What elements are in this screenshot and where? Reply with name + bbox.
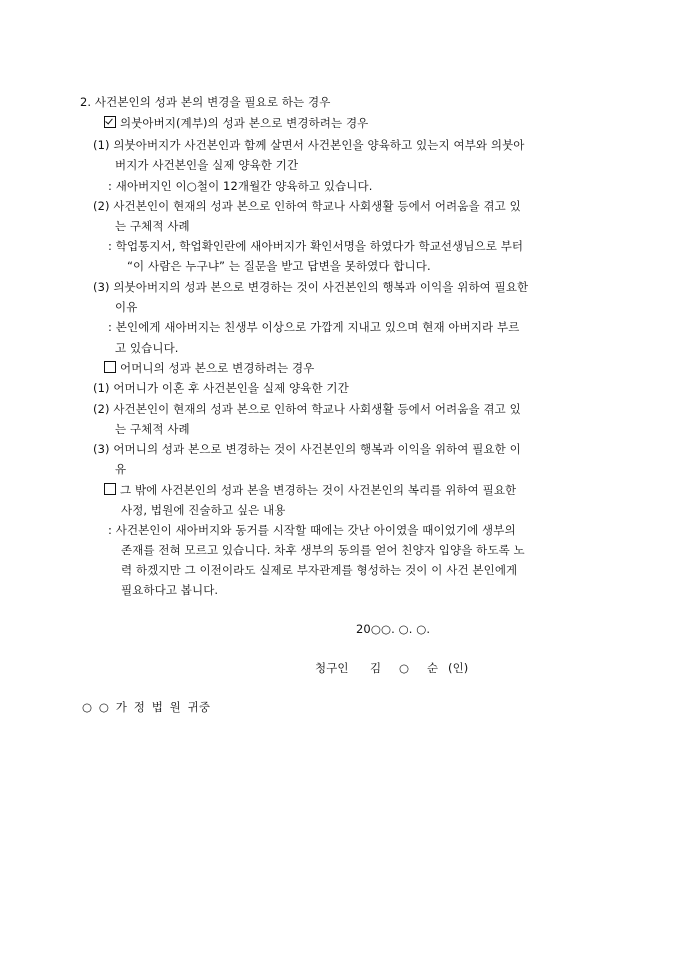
question-a2-line1: (2) 사건본인이 현재의 성과 본으로 인하여 학교나 사회생활 등에서 어려움을 겪고 있 xyxy=(93,199,521,213)
seal-mark: (인) xyxy=(448,661,469,675)
answer-a1: : 새아버지인 이○철이 12개월간 양육하고 있습니다. xyxy=(108,179,373,193)
filing-date: 20○○. ○. ○. xyxy=(356,622,431,636)
checked-checkbox[interactable] xyxy=(104,116,116,128)
empty-checkbox[interactable] xyxy=(104,361,116,373)
answer-a3-line1: : 본인에게 새아버지는 친생부 이상으로 가깝게 지내고 있으며 현재 아버지라 부르 xyxy=(108,320,520,334)
option-mother-label: 어머니의 성과 본으로 변경하려는 경우 xyxy=(120,361,315,375)
claimant-name: 김 ○ 순 xyxy=(370,661,439,675)
answer-c-line1: : 사건본인이 새아버지와 동거를 시작할 때에는 갓난 아이였을 때이었기에 생부의 xyxy=(108,523,516,537)
question-a2-line2: 는 구체적 사례 xyxy=(115,219,190,233)
question-b3-line2: 유 xyxy=(115,462,127,476)
option-stepfather xyxy=(104,115,368,131)
answer-a2-line2: “이 사람은 누구냐” 는 질문을 받고 답변을 못하였다 합니다. xyxy=(127,259,431,273)
question-b2-line2: 는 구체적 사례 xyxy=(115,422,190,436)
question-b3-line1: (3) 어머니의 성과 본으로 변경하는 것이 사건본인의 행복과 이익을 위하여 필요한 이 xyxy=(93,442,521,456)
answer-c-line2: 존재를 전혀 모르고 있습니다. 차후 생부의 동의를 얻어 친양자 입양을 하도록 노 xyxy=(121,543,525,557)
answer-c-line4: 필요하다고 봅니다. xyxy=(121,583,219,597)
question-a3-line1: (3) 의붓아버지의 성과 본으로 변경하는 것이 사건본인의 행복과 이익을 위하여 필요한 xyxy=(93,280,529,294)
option-other xyxy=(104,482,516,498)
question-b2-line1: (2) 사건본인이 현재의 성과 본으로 인하여 학교나 사회생활 등에서 어려움을 겪고 있 xyxy=(93,402,521,416)
answer-c-line3: 력 하겠지만 그 이전이라도 실제로 부자관계를 형성하는 것이 이 사건 본인에게 xyxy=(121,563,518,577)
empty-checkbox[interactable] xyxy=(104,483,116,495)
claimant-label: 청구인 xyxy=(315,661,349,675)
answer-a2-line1: : 학업통지서, 학업확인란에 새아버지가 확인서명을 하였다가 학교선생님으로 부터 xyxy=(108,239,524,253)
option-other-label-line1: 그 밖에 사건본인의 성과 본을 변경하는 것이 사건본인의 복리를 위하여 필요한 xyxy=(120,483,517,497)
court-recipient: ○ ○ 가 정 법 원 귀중 xyxy=(82,700,211,714)
option-mother xyxy=(104,360,314,376)
option-stepfather-label: 의붓아버지(계부)의 성과 본으로 변경하려는 경우 xyxy=(120,116,369,130)
question-a1-line1: (1) 의붓아버지가 사건본인과 함께 살면서 사건본인을 양육하고 있는지 여부와 의붓아 xyxy=(93,138,525,152)
question-a3-line2: 이유 xyxy=(115,300,138,314)
option-other-label-line2: 사정, 법원에 진술하고 싶은 내용 xyxy=(121,503,286,517)
question-a1-line2: 버지가 사건본인을 실제 양육한 기간 xyxy=(115,158,299,172)
question-b1: (1) 어머니가 이혼 후 사건본인을 실제 양육한 기간 xyxy=(93,381,349,395)
section-heading: 2. 사건본인의 성과 본의 변경을 필요로 하는 경우 xyxy=(80,95,331,109)
answer-a3-line2: 고 있습니다. xyxy=(115,341,179,355)
